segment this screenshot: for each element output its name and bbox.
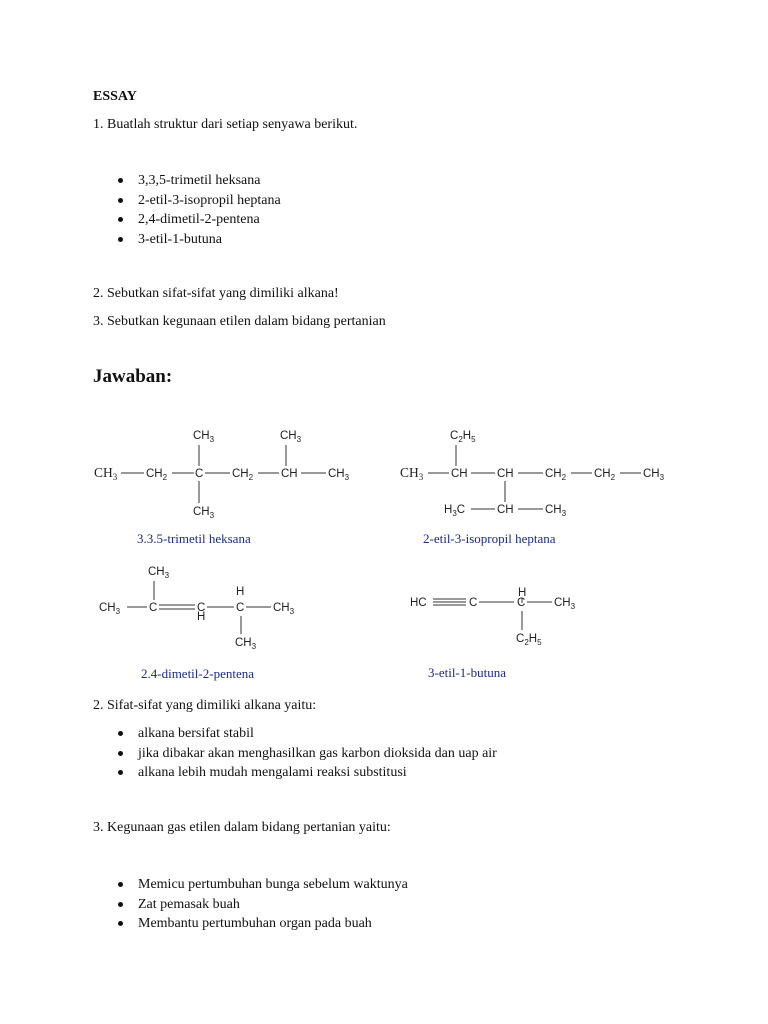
svg-text:C: C (195, 468, 204, 480)
svg-text:CH: CH (497, 468, 514, 480)
answer-3-intro: 3. Kegunaan gas etilen dalam bidang pertanian yaitu: (93, 820, 391, 835)
svg-text:C: C (469, 597, 478, 609)
svg-text:CH: CH (281, 468, 298, 480)
svg-text:CH3: $CH_3$ (280, 430, 302, 444)
list-item: 2-etil-3-isopropil heptana (114, 191, 281, 211)
list-item: 2,4-dimetil-2-pentena (114, 210, 281, 230)
svg-text:CH3: $CH_3$ (193, 430, 215, 444)
essay-title: ESSAY (93, 89, 137, 104)
svg-text:CH: CH (497, 504, 514, 516)
svg-text:CH2: $CH_2$ (146, 468, 168, 482)
answer-2-intro: 2. Sifat-sifat yang dimiliki alkana yaitu: (93, 698, 317, 713)
svg-text:C: C (197, 602, 206, 614)
svg-text:CH3: $CH_3$ (94, 465, 118, 482)
svg-text:CH2: $CH_2$ (594, 468, 616, 482)
list-item: Membantu pertumbuhan organ pada buah (114, 914, 408, 934)
bullet-icon (118, 731, 123, 736)
list-item: Zat pemasak buah (114, 895, 408, 915)
alkane-properties-list (114, 724, 497, 783)
answer-heading: Jawaban: (93, 366, 173, 387)
svg-text:C: C (517, 597, 526, 609)
bullet-icon (118, 882, 123, 887)
caption-structure-3: 2.4-dimetil-2-pentena (141, 666, 254, 681)
svg-text:CH2: $CH_2$ (545, 468, 567, 482)
compound-list (114, 171, 281, 249)
svg-text:CH3: $CH_3$ (545, 504, 567, 518)
svg-text:H: H (197, 611, 206, 623)
svg-text:CH3: $CH_3$ (273, 602, 295, 616)
caption-structure-4: 3-etil-1-butuna (428, 665, 506, 680)
structure-dimetil-pentena (96, 556, 316, 656)
svg-text:CH3: $CH_3$ (193, 506, 215, 520)
svg-text:HC: HC (410, 597, 427, 609)
list-item: 3-etil-1-butuna (114, 230, 281, 250)
svg-text:C: C (236, 602, 245, 614)
structure-trimetil-heksana (90, 420, 370, 530)
list-item: alkana lebih mudah mengalami reaksi substitusi (114, 763, 497, 783)
bullet-icon (118, 217, 123, 222)
bullet-icon (118, 902, 123, 907)
structure-etil-butuna (408, 580, 608, 650)
list-item: 3,3,5-trimetil heksana (114, 171, 281, 191)
list-item: jika dibakar akan menghasilkan gas karbon dioksida dan uap air (114, 744, 497, 764)
svg-text:C2H5: $C_2H_5$ (516, 633, 542, 647)
svg-text:H3C: $H_3C$ (444, 504, 466, 518)
svg-text:H: H (518, 587, 527, 599)
svg-text:H: H (236, 586, 245, 598)
svg-text:CH3: $CH_3$ (328, 468, 350, 482)
bullet-icon (118, 751, 123, 756)
svg-text:C2H5: $C_2H_5$ (450, 430, 476, 444)
bullet-icon (118, 921, 123, 926)
question-1: 1. Buatlah struktur dari setiap senyawa berikut. (93, 117, 358, 132)
question-2: 2. Sebutkan sifat-sifat yang dimiliki alkana! (93, 286, 339, 301)
structure-etil-isopropil-heptana (398, 420, 678, 530)
caption-structure-2: 2-etil-3-isopropil heptana (423, 531, 556, 546)
list-item: alkana bersifat stabil (114, 724, 497, 744)
list-item: Memicu pertumbuhan bunga sebelum waktunya (114, 875, 408, 895)
svg-text:CH3: $CH_3$ (400, 465, 424, 482)
svg-text:CH3: $CH_3$ (99, 602, 121, 616)
svg-text:C: C (149, 602, 158, 614)
bullet-icon (118, 237, 123, 242)
svg-text:CH3: $CH_3$ (148, 566, 170, 580)
ethylene-uses-list (114, 875, 408, 934)
svg-text:CH3: $CH_3$ (554, 597, 576, 611)
svg-text:CH3: $CH_3$ (235, 637, 257, 651)
bullet-icon (118, 198, 123, 203)
bullet-icon (118, 178, 123, 183)
svg-text:CH: CH (451, 468, 468, 480)
question-3: 3. Sebutkan kegunaan etilen dalam bidang pertanian (93, 314, 386, 329)
caption-structure-1: 3.3.5-trimetil heksana (137, 531, 251, 546)
svg-text:CH3: $CH_3$ (643, 468, 665, 482)
svg-text:CH2: $CH_2$ (232, 468, 254, 482)
bullet-icon (118, 770, 123, 775)
